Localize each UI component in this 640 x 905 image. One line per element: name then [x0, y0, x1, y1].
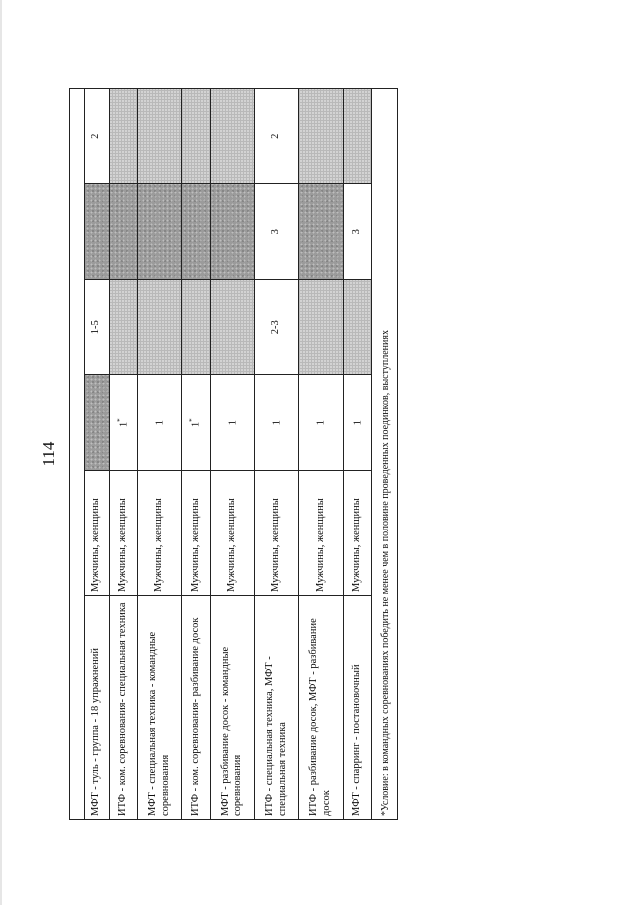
place-value: 1: [352, 420, 364, 426]
place-value: 1: [271, 420, 283, 426]
place-cell-3: [109, 184, 137, 280]
discipline-cell: МФТ - специальная техника - командные соревнования: [137, 596, 181, 820]
place-cell-4: [343, 89, 371, 185]
category-cell: Мужчины, женщины: [137, 471, 181, 596]
table-row: [109, 89, 137, 820]
discipline-cell: ИТФ - специальная техника, МФТ - специальная техника: [254, 596, 298, 820]
place-cell-4: [109, 89, 137, 185]
place-cell-3: [137, 184, 181, 280]
discipline-cell: ИТФ - разбивание досок, МФТ - разбивание досок: [299, 596, 343, 820]
place-value: 2-3: [270, 320, 282, 335]
footnote-container: [376, 88, 396, 820]
place-cell-1: [343, 375, 371, 471]
table-row: [137, 89, 181, 820]
place-value: 1: [315, 420, 327, 426]
discipline-cell: МФТ - спарринг - постановочный: [343, 596, 371, 820]
place-cell-4: [210, 89, 254, 185]
discipline-cell: ИТФ - ком. соревнования- разбивание досок: [182, 596, 210, 820]
place-cell-2: [85, 280, 110, 376]
discipline-cell: МФТ - разбивание досок - командные соревнования: [210, 596, 254, 820]
table-row: [299, 89, 343, 820]
place-cell-4: [182, 89, 210, 185]
place-cell-4: [137, 89, 181, 185]
place-cell-3: [343, 184, 371, 280]
category-cell: Мужчины, женщины: [299, 471, 343, 596]
place-value: 1: [118, 421, 130, 428]
discipline-cell: ИТФ - ком. соревнования- специальная техника: [109, 596, 137, 820]
footnote-marker: *: [115, 418, 124, 422]
place-cell-3: [182, 184, 210, 280]
place-cell-3: [210, 184, 254, 280]
place-cell-2: [182, 280, 210, 376]
category-cell: Мужчины, женщины: [85, 471, 110, 596]
category-cell: Мужчины, женщины: [109, 471, 137, 596]
place-cell-2: [254, 280, 298, 376]
place-cell-4: [85, 89, 110, 185]
category-cell: Мужчины, женщины: [254, 471, 298, 596]
place-value: 2: [90, 133, 102, 139]
place-value: 1: [227, 420, 239, 426]
place-value: 1: [190, 421, 202, 428]
place-cell-1: [85, 375, 110, 471]
place-cell-2: [137, 280, 181, 376]
table-row: [210, 89, 254, 820]
place-cell-1: [299, 375, 343, 471]
place-cell-1: [254, 375, 298, 471]
table-row: [254, 89, 298, 820]
place-value: 1-5: [90, 320, 102, 335]
place-cell-1: [210, 375, 254, 471]
place-cell-2: [343, 280, 371, 376]
place-cell-1: [182, 375, 210, 471]
table-row: [85, 89, 110, 820]
table-row: [343, 89, 371, 820]
place-value: 2: [270, 133, 282, 139]
place-cell-3: [254, 184, 298, 280]
place-cell-2: [299, 280, 343, 376]
footnote-marker: *: [188, 418, 197, 422]
norms-table: [84, 88, 372, 820]
category-cell: Мужчины, женщины: [182, 471, 210, 596]
place-value: 1: [154, 420, 166, 426]
page-number: 114: [39, 441, 58, 467]
place-cell-1: [109, 375, 137, 471]
table-row: [182, 89, 210, 820]
place-cell-2: [109, 280, 137, 376]
discipline-cell: МФТ - туль - группа - 18 упражнений: [85, 596, 110, 820]
place-cell-2: [210, 280, 254, 376]
place-cell-4: [254, 89, 298, 185]
table-container: [84, 88, 372, 820]
category-cell: Мужчины, женщины: [343, 471, 371, 596]
place-cell-1: [137, 375, 181, 471]
footnote: *Условие: в командных соревнованиях победить не менее чем в половине проведенных поединков, выступлениях: [380, 330, 391, 816]
category-cell: Мужчины, женщины: [210, 471, 254, 596]
place-cell-3: [85, 184, 110, 280]
place-cell-3: [299, 184, 343, 280]
place-cell-4: [299, 89, 343, 185]
place-value: 3: [270, 229, 282, 235]
place-value: 3: [350, 229, 362, 235]
